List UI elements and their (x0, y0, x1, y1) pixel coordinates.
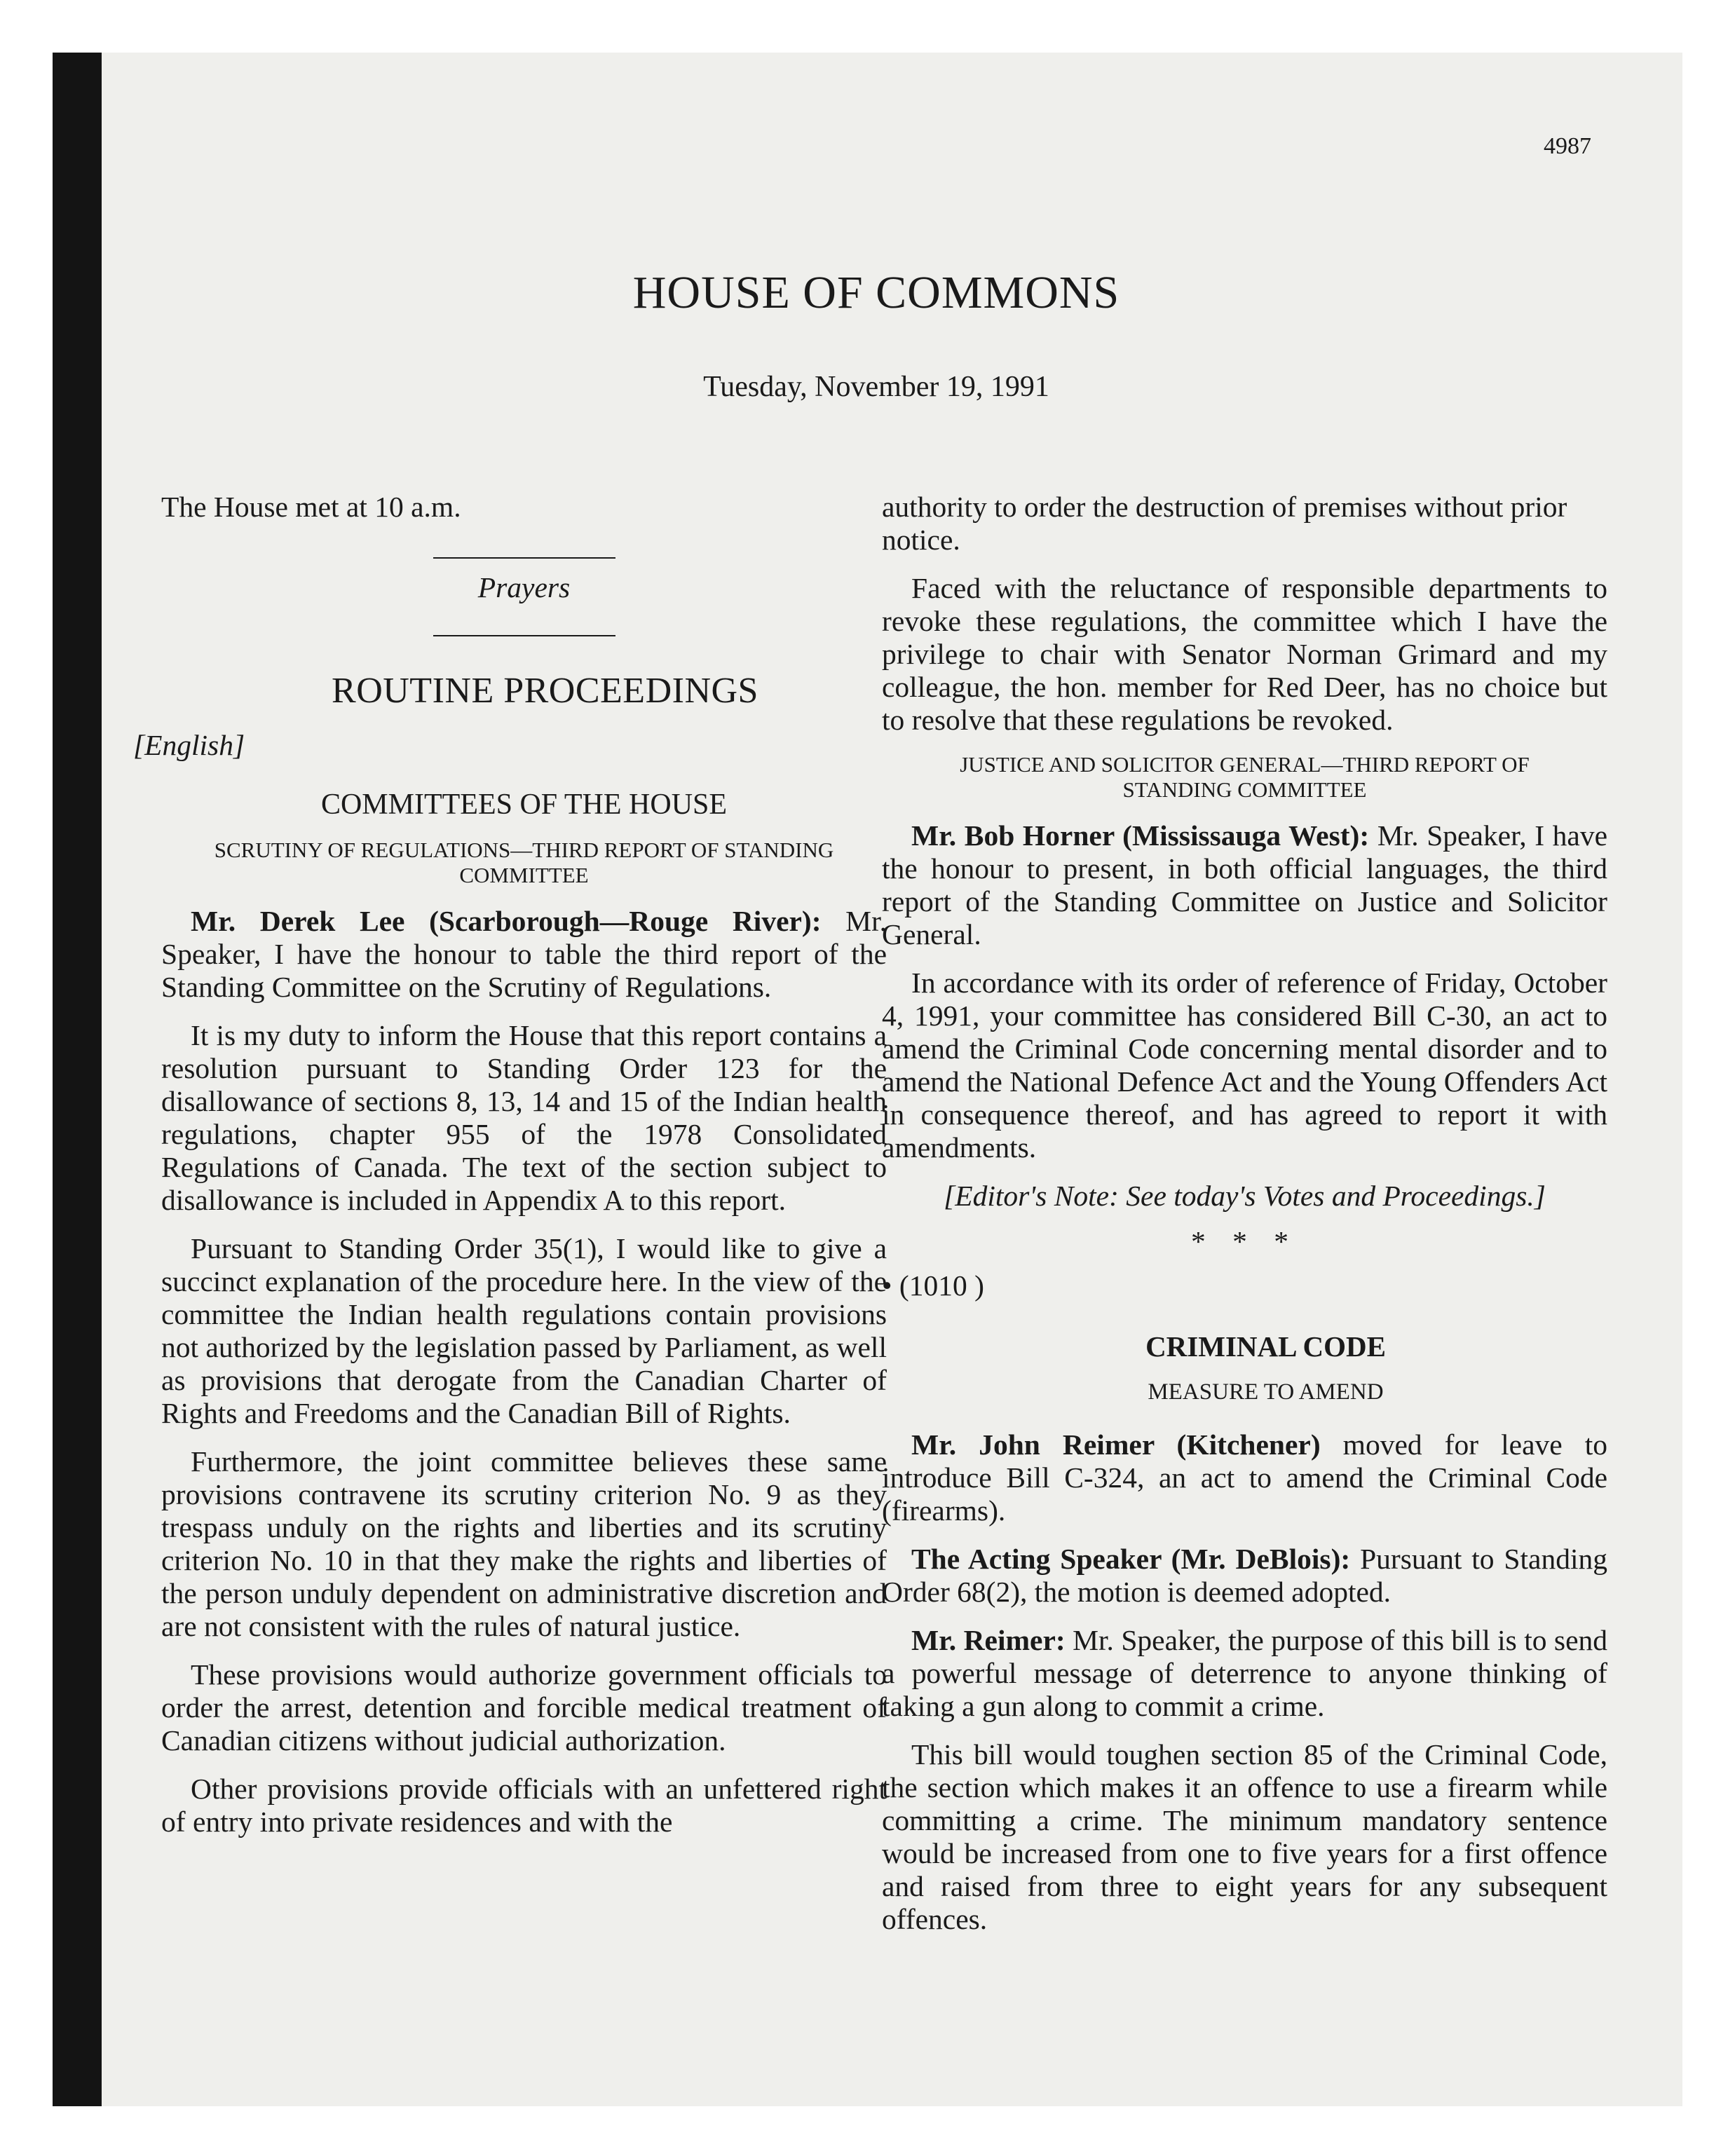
time-marker: • (1010 ) (882, 1269, 984, 1302)
page-number: 4987 (1544, 133, 1591, 159)
paragraph-other-provisions: Other provisions provide officials with an unfettered right of entry into private residences and with the (161, 1773, 887, 1838)
speaker-name: Mr. Derek Lee (Scarborough—Rouge River): (191, 905, 822, 937)
speech-text: Mr. Speaker, I have the honour to present, in both official languages, the third report of the Standing Committee on Justice and Solicitor General. (882, 819, 1607, 950)
paragraph-faced: Faced with the reluctance of responsible departments to revoke these regulations, the committee which I have the privilege to chair with Senator Norman Grimard and my colleague, the hon. member for Red Deer, has no choice but to resolve that these regulations be revoked. (882, 572, 1607, 736)
section-separator: * * * (1191, 1225, 1298, 1257)
speech-text: Mr. Speaker, I have the honour to table the third report of the Standing Committee on the Scrutiny of Regulations. (161, 905, 887, 1003)
speaker-name: Mr. John Reimer (Kitchener) (911, 1428, 1321, 1461)
speech-text: Pursuant to Standing Order 68(2), the motion is deemed adopted. (882, 1543, 1607, 1608)
justice-subheading: JUSTICE AND SOLICITOR GENERAL—THIRD REPORT OF STANDING COMMITTEE (960, 752, 1530, 802)
scan-edge-bar (53, 53, 102, 2106)
paragraph-accordance: In accordance with its order of reference of Friday, October 4, 1991, your committee has considered Bill C-30, an act to amend the Criminal Code concerning mental disorder and to amend the National Defence Act and the Young Offenders Act in consequence thereof, and has agreed to report it with amendments. (882, 967, 1607, 1164)
page-title: HOUSE OF COMMONS (632, 267, 1120, 318)
language-tag: [English] (133, 729, 245, 761)
criminal-code-heading: CRIMINAL CODE (1145, 1330, 1386, 1363)
paragraph-pursuant: Pursuant to Standing Order 35(1), I would like to give a succinct explanation of the procedure here. In the view of the committee the Indian health regulations contain provisions not authorized by the legislation passed by Parliament, as well as provisions that derogate from the Canadian Charter of Rights and Freedoms and the Canadian Bill of Rights. (161, 1232, 887, 1429)
reimer-paragraph (882, 1428, 1607, 1527)
paragraph-furthermore: Furthermore, the joint committee believes these same provisions contravene its scrutiny criterion No. 9 as they trespass unduly on the rights and liberties and its scrutiny criterion No. 10 in that they make the rights and liberties of the person unduly dependent on administrative discretion and are not consistent with the rules of natural justice. (161, 1445, 887, 1642)
committees-heading: COMMITTEES OF THE HOUSE (320, 789, 728, 821)
paragraph-duty: It is my duty to inform the House that this report contains a resolution pursuant to Standing Order 123 for the disallowance of sections 8, 13, 14 and 15 of the Indian health regulations, chapter 955 of the 1978 Consolidated Regulations of Canada. The text of the section subject to disallowance is included in Appendix A to this report. (161, 1019, 887, 1216)
paragraph-toughen: This bill would toughen section 85 of the Criminal Code, the section which makes it an offence to use a firearm while committing a crime. The minimum mandatory sentence would be increased from one to five years for a first offence and raised from three to eight years for any subsequent offences. (882, 1738, 1607, 1935)
prayers-label: Prayers (477, 571, 571, 603)
lee-paragraph (161, 905, 887, 1004)
horner-paragraph (882, 819, 1607, 951)
left-column (133, 491, 887, 1854)
scrutiny-subheading: SCRUTINY OF REGULATIONS—THIRD REPORT OF STANDING COMMITTEE (214, 838, 834, 887)
sitting-date: Tuesday, November 19, 1991 (703, 371, 1049, 403)
speaker-name: Mr. Reimer: (911, 1624, 1066, 1656)
routine-proceedings-heading: ROUTINE PROCEEDINGS (332, 671, 758, 711)
right-column (882, 491, 1607, 1951)
measure-subheading: MEASURE TO AMEND (1148, 1379, 1384, 1405)
speaker-name: Mr. Bob Horner (Mississauga West): (911, 819, 1370, 852)
divider-rule (433, 635, 615, 636)
editor-note: [Editor's Note: See today's Votes and Proceedings.] (944, 1180, 1546, 1212)
paragraph-authority: authority to order the destruction of premises without prior notice. (882, 491, 1567, 556)
speaker-name: The Acting Speaker (Mr. DeBlois): (911, 1543, 1351, 1575)
reimer-speech-paragraph (882, 1624, 1607, 1723)
speech-text: Mr. Speaker, the purpose of this bill is to send a powerful message of deterrence to anyone thinking of taking a gun along to commit a crime. (882, 1624, 1607, 1722)
divider-rule (433, 557, 615, 559)
speech-text: moved for leave to introduce Bill C-324, an act to amend the Criminal Code (firearms). (882, 1428, 1607, 1527)
opening-line: The House met at 10 a.m. (161, 491, 461, 523)
acting-speaker-paragraph (882, 1543, 1607, 1609)
paragraph-these-provisions: These provisions would authorize government officials to order the arrest, detention and forcible medical treatment of Canadian citizens without judicial authorization. (161, 1658, 887, 1756)
